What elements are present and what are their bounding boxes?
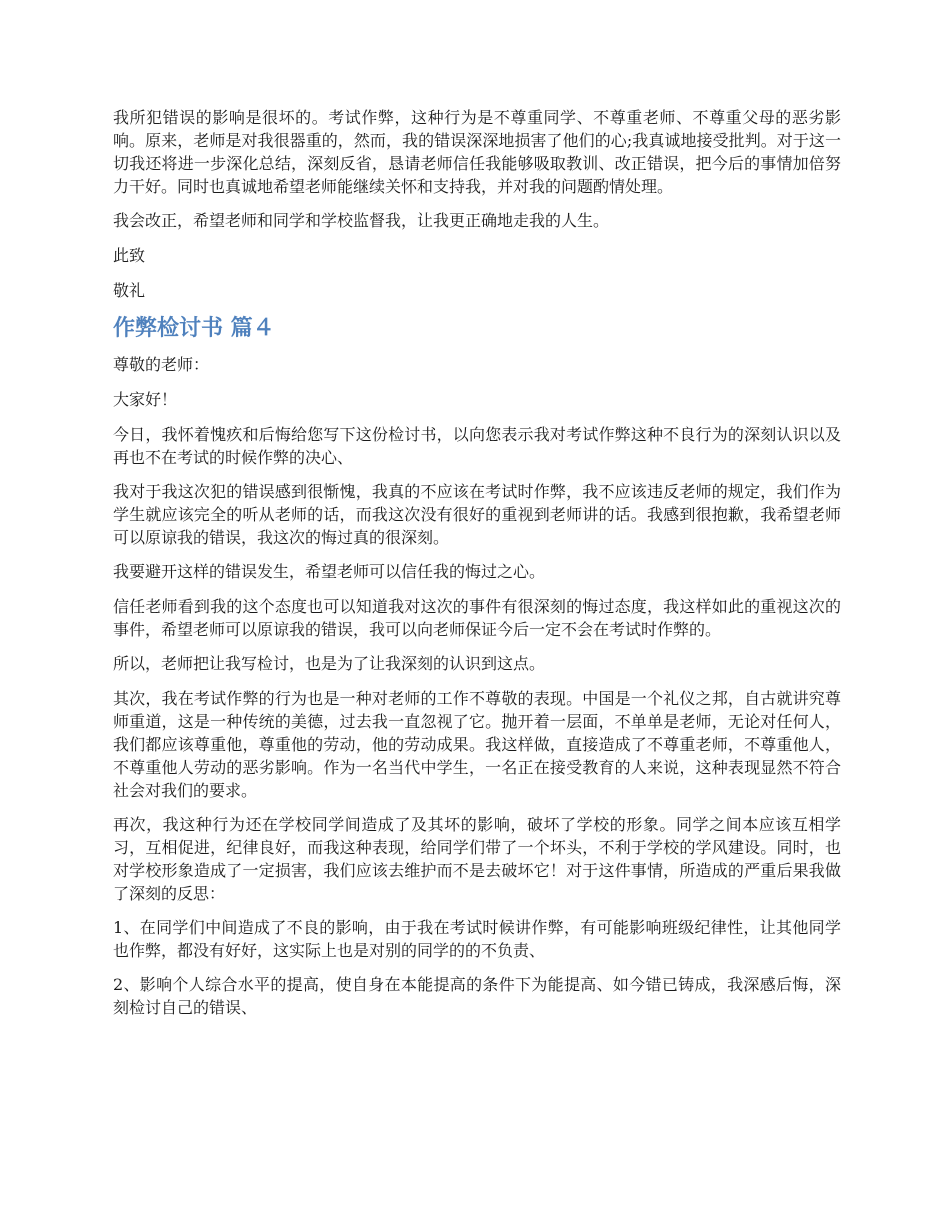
paragraph: 再次，我这种行为还在学校同学间造成了及其坏的影响，破坏了学校的形象。同学之间本应该互相学习，互相促进，纪律良好，而我这种表现，给同学们带了一个坏头，不利于学校的学风建设。同时，也对学校形象造成了一定损害，我们应该去维护而不是去破坏它！对于这件事情，所造成的严重后果我做了深刻的反思：	[113, 815, 841, 903]
paragraph: 我所犯错误的影响是很坏的。考试作弊，这种行为是不尊重同学、不尊重老师、不尊重父母的恶劣影响。原来，老师是对我很器重的，然而，我的错误深深地损害了他们的心;我真诚地接受批判。对于这一切我还将进一步深化总结，深刻反省，恳请老师信任我能够吸取教训、改正错误，把今后的事情加倍努力干好。同时也真诚地希望老师能继续关怀和支持我，并对我的问题酌情处理。	[113, 108, 841, 196]
paragraph: 信任老师看到我的这个态度也可以知道我对这次的事件有很深刻的悔过态度，我这样如此的重视这次的事件，希望老师可以原谅我的错误，我可以向老师保证今后一定不会在考试时作弊的。	[113, 597, 841, 639]
paragraph: 其次，我在考试作弊的行为也是一种对老师的工作不尊敬的表现。中国是一个礼仪之邦，自古就讲究尊师重道，这是一种传统的美德，过去我一直忽视了它。抛开着一层面，不单单是老师，无论对任何人，我们都应该尊重他，尊重他的劳动，他的劳动成果。我这样做，直接造成了不尊重老师，不尊重他人，不尊重他人劳动的恶劣影响。作为一名当代中学生，一名正在接受教育的人来说，这种表现显然不符合社会对我们的要求。	[113, 689, 841, 800]
paragraph: 我对于我这次犯的错误感到很惭愧，我真的不应该在考试时作弊，我不应该违反老师的规定，我们作为学生就应该完全的听从老师的话，而我这次没有很好的重视到老师讲的话。我感到很抱歉，我希望老师可以原谅我的错误，我这次的悔过真的很深刻。	[113, 482, 841, 547]
greeting: 大家好！	[113, 390, 178, 409]
document-page	[113, 106, 841, 1030]
closing-salutation: 此致	[113, 246, 146, 265]
greeting: 尊敬的老师：	[113, 355, 210, 374]
list-item: 1、在同学们中间造成了不良的影响，由于我在考试时候讲作弊，有可能影响班级纪律性，让其他同学也作弊，都没有好好，这实际上也是对别的同学的的不负责、	[113, 918, 841, 960]
paragraph: 今日，我怀着愧疚和后悔给您写下这份检讨书，以向您表示我对考试作弊这种不良行为的深刻认识以及再也不在考试的时候作弊的决心、	[113, 425, 841, 467]
paragraph: 所以，老师把让我写检讨，也是为了让我深刻的认识到这点。	[113, 654, 546, 673]
list-item: 2、影响个人综合水平的提高，使自身在本能提高的条件下为能提高、如今错已铸成，我深感后悔，深刻检讨自己的错误、	[113, 975, 841, 1017]
closing-regards: 敬礼	[113, 281, 146, 300]
paragraph: 我要避开这样的错误发生，希望老师可以信任我的悔过之心。	[113, 562, 546, 581]
section-heading: 作弊检讨书 篇４	[113, 316, 275, 341]
paragraph: 我会改正，希望老师和同学和学校监督我，让我更正确地走我的人生。	[113, 211, 610, 230]
